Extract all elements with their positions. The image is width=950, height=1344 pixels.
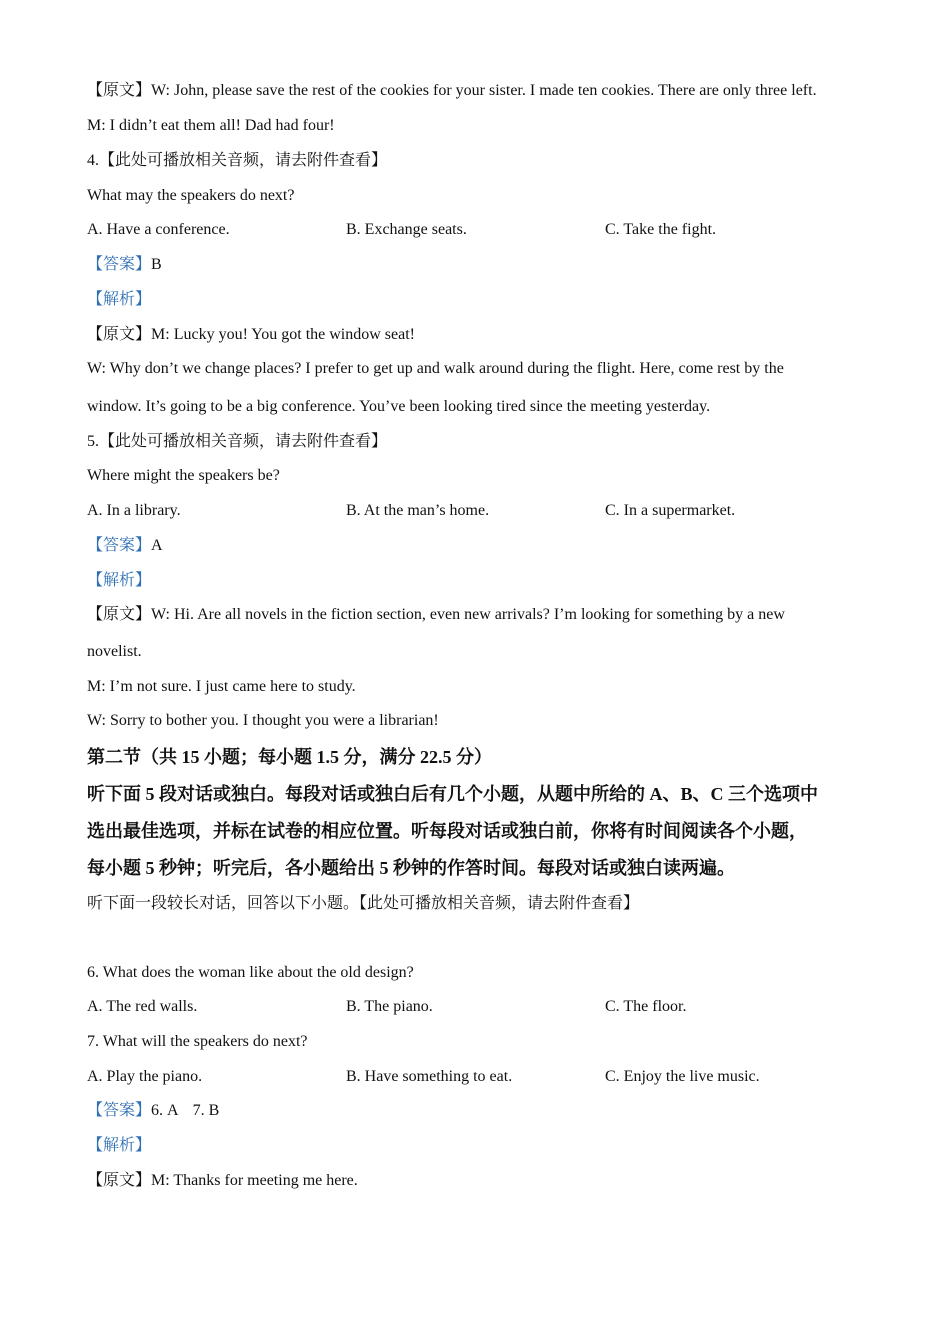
- transcript-text: W: John, please save the rest of the cookies for your sister. I made ten cookies. There are only three left.: [151, 82, 817, 99]
- q4-answer: [87, 255, 867, 275]
- q5-transcript-line-2: novelist.: [87, 643, 142, 660]
- section2-instructions-line-3: 每小题 5 秒钟；听完后，各小题给出 5 秒钟的作答时间。每段对话或独白读两遍。: [87, 858, 735, 878]
- q3-transcript-line-2: M: I didn’t eat them all! Dad had four!: [87, 117, 335, 134]
- q4-option-c: C. Take the fight.: [605, 221, 717, 238]
- q4-options: [87, 220, 867, 240]
- section2-instructions-line-1: 听下面 5 段对话或独白。每段对话或独白后有几个小题，从题中所给的 A、B、C 三个选项中: [87, 784, 818, 804]
- transcript-tag: 【原文】: [87, 606, 152, 623]
- answer-value-6: 6. A: [151, 1102, 179, 1119]
- q6-options: [87, 997, 867, 1017]
- q6-option-a: A. The red walls.: [87, 998, 198, 1015]
- transcript-tag: 【原文】: [87, 326, 152, 343]
- answer-tag: 【答案】: [87, 256, 152, 273]
- q4-transcript-line-2: W: Why don’t we change places? I prefer to get up and walk around during the flight. Here, come rest by the: [87, 360, 784, 377]
- q5-audio-note[interactable]: 5.【此处可播放相关音频，请去附件查看】: [87, 433, 388, 450]
- section2-instructions-line-2: 选出最佳选项，并标在试卷的相应位置。听每段对话或独白前，你将有时间阅读各个小题，: [87, 821, 807, 841]
- q6-7-transcript-line-1: [87, 1171, 867, 1191]
- q5-transcript-line-4: W: Sorry to bother you. I thought you were a librarian!: [87, 712, 439, 729]
- q4-transcript-line-3: window. It’s going to be a big conference. You’ve been looking tired since the meeting yesterday.: [87, 398, 711, 415]
- transcript-tag: 【原文】: [87, 82, 152, 99]
- q4-question: What may the speakers do next?: [87, 187, 295, 204]
- q4-audio-note[interactable]: 4.【此处可播放相关音频，请去附件查看】: [87, 152, 388, 169]
- transcript-text: M: Lucky you! You got the window seat!: [151, 326, 415, 343]
- q6-option-b: B. The piano.: [346, 998, 433, 1015]
- q6-7-analysis-tag: 【解析】: [87, 1137, 152, 1154]
- q5-option-a: A. In a library.: [87, 502, 181, 519]
- answer-value: A: [151, 537, 163, 554]
- section2-intro[interactable]: 听下面一段较长对话，回答以下小题。【此处可播放相关音频，请去附件查看】: [87, 895, 640, 912]
- q4-analysis-tag: 【解析】: [87, 291, 152, 308]
- q5-options: [87, 501, 867, 521]
- q4-transcript-line-1: [87, 325, 867, 345]
- answer-tag: 【答案】: [87, 1102, 152, 1119]
- q7-option-b: B. Have something to eat.: [346, 1068, 513, 1085]
- q5-question: Where might the speakers be?: [87, 467, 280, 484]
- q3-transcript-line-1: [87, 81, 867, 101]
- answer-value-7: 7. B: [192, 1102, 220, 1119]
- q6-option-c: C. The floor.: [605, 998, 687, 1015]
- q7-options: [87, 1067, 867, 1087]
- q5-option-c: C. In a supermarket.: [605, 502, 736, 519]
- answer-tag: 【答案】: [87, 537, 152, 554]
- q5-transcript-line-1: [87, 605, 867, 625]
- q4-option-a: A. Have a conference.: [87, 221, 230, 238]
- q5-option-b: B. At the man’s home.: [346, 502, 490, 519]
- transcript-text: W: Hi. Are all novels in the fiction section, even new arrivals? I’m looking for something by a new: [151, 606, 785, 623]
- q6-7-answer: [87, 1101, 867, 1121]
- q7-question: 7. What will the speakers do next?: [87, 1033, 308, 1050]
- q7-option-c: C. Enjoy the live music.: [605, 1068, 760, 1085]
- q4-option-b: B. Exchange seats.: [346, 221, 467, 238]
- q5-transcript-line-3: M: I’m not sure. I just came here to study.: [87, 678, 356, 695]
- section2-heading: 第二节（共 15 小题；每小题 1.5 分，满分 22.5 分）: [87, 747, 492, 767]
- transcript-tag: 【原文】: [87, 1172, 152, 1189]
- q5-answer: [87, 536, 867, 556]
- transcript-text: M: Thanks for meeting me here.: [151, 1172, 358, 1189]
- q7-option-a: A. Play the piano.: [87, 1068, 203, 1085]
- q5-analysis-tag: 【解析】: [87, 572, 152, 589]
- answer-value: B: [151, 256, 162, 273]
- q6-question: 6. What does the woman like about the old design?: [87, 964, 414, 981]
